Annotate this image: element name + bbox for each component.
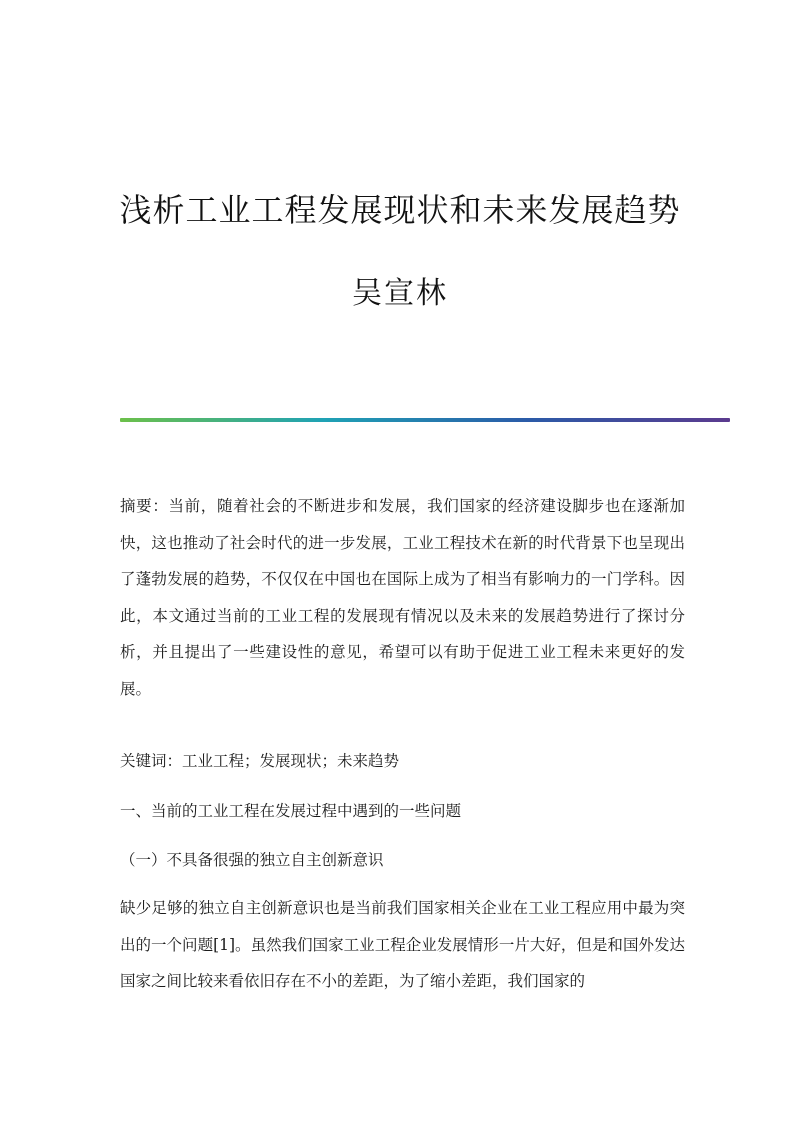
body-paragraph: 缺少足够的独立自主创新意识也是当前我们国家相关企业在工业工程应用中最为突出的一个问题[1]。虽然我们国家工业工程企业发展情形一片大好，但是和国外发达国家之间比较来看依旧存在不小的差距，为了缩小差距，我们国家的 bbox=[120, 899, 685, 990]
section-heading-text: 一、当前的工业工程在发展过程中遇到的一些问题 bbox=[120, 802, 462, 820]
document-title: 浅析工业工程发展现状和未来发展趋势 bbox=[119, 191, 681, 229]
abstract-section bbox=[120, 488, 685, 707]
keywords-section bbox=[120, 746, 685, 776]
subsection-heading-text: （一）不具备很强的独立自主创新意识 bbox=[120, 851, 384, 869]
abstract-text: 摘要：当前，随着社会的不断进步和发展，我们国家的经济建设脚步也在逐渐加快，这也推动了社会时代的进一步发展，工业工程技术在新的时代背景下也呈现出了蓬勃发展的趋势，不仅仅在中国也在国际上成为了相当有影响力的一门学科。因此，本文通过当前的工业工程的发展现有情况以及未来的发展趋势进行了探讨分析，并且提出了一些建设性的意见，希望可以有助于促进工业工程未来更好的发展。 bbox=[120, 497, 685, 698]
keywords-text: 关键词：工业工程；发展现状；未来趋势 bbox=[120, 752, 400, 770]
gradient-divider bbox=[120, 418, 730, 422]
section-heading bbox=[120, 796, 685, 826]
subsection-heading bbox=[120, 845, 685, 875]
body-paragraph-section bbox=[120, 890, 685, 1000]
document-author: 吴宣林 bbox=[352, 276, 448, 311]
